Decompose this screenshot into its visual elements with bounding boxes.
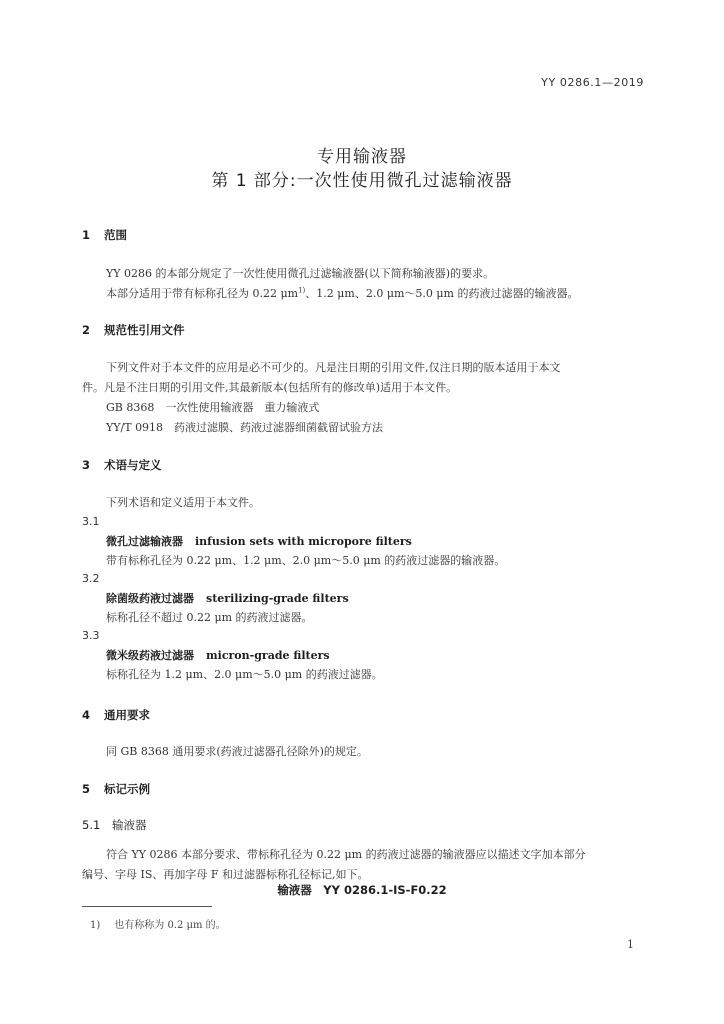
term-en: infusion sets with micropore filters: [195, 535, 412, 548]
subsection-number: 5.1: [82, 818, 101, 832]
marking-example: 输液器 YY 0286.1-IS-F0.22: [277, 883, 447, 897]
paragraph: [106, 285, 578, 301]
paragraph-line: 符合 YY 0286 本部分要求、带标称孔径为 0.22 μm 的药液过滤器的输液器应以描述文字加本部分: [106, 848, 586, 861]
footnote-text: 也有称称为 0.2 μm 的。: [114, 920, 226, 931]
term-entry: [106, 647, 330, 663]
term-zh: 微孔过滤输液器: [106, 535, 183, 548]
term-entry: [106, 533, 412, 549]
section-4-heading: [82, 707, 150, 723]
section-number: 2: [82, 323, 91, 337]
section-1-heading: [82, 227, 127, 243]
paragraph-line: 编号、字母 IS、再加字母 F 和过滤器标称孔径标记,如下。: [82, 868, 369, 881]
paragraph: 下列术语和定义适用于本文件。: [106, 496, 260, 509]
subsection-5-1-heading: [82, 817, 147, 833]
footnote-mark: 1): [90, 920, 101, 931]
section-title: 术语与定义: [104, 458, 162, 472]
term-number: 3.3: [82, 629, 100, 642]
document-title-line1: 专用输液器: [317, 147, 407, 167]
section-title: 规范性引用文件: [104, 323, 185, 337]
term-en: sterilizing-grade filters: [206, 592, 349, 605]
section-title: 范围: [104, 228, 127, 242]
normative-reference: GB 8368 一次性使用输液器 重力输液式: [106, 401, 320, 414]
section-title: 标记示例: [104, 782, 150, 796]
term-definition: 标称孔径不超过 0.22 μm 的药液过滤器。: [106, 611, 313, 624]
term-definition: 带有标称孔径为 0.22 μm、1.2 μm、2.0 μm～5.0 μm 的药液过滤器的输液器。: [106, 554, 506, 567]
paragraph-line: 件。凡是不注日期的引用文件,其最新版本(包括所有的修改单)适用于本文件。: [82, 381, 458, 394]
term-zh: 微米级药液过滤器: [106, 649, 194, 662]
term-definition: 标称孔径为 1.2 μm、2.0 μm～5.0 μm 的药液过滤器。: [106, 668, 383, 681]
term-entry: [106, 590, 349, 606]
term-zh: 除菌级药液过滤器: [106, 592, 194, 605]
section-number: 4: [82, 708, 91, 722]
paragraph: YY 0286 的本部分规定了一次性使用微孔过滤输液器(以下简称输液器)的要求。: [106, 267, 495, 280]
term-en: micron-grade filters: [206, 649, 330, 662]
section-2-heading: [82, 322, 185, 338]
term-number: 3.1: [82, 515, 100, 528]
normative-reference: YY/T 0918 药液过滤膜、药液过滤器细菌截留试验方法: [106, 421, 384, 434]
section-number: 3: [82, 458, 91, 472]
section-3-heading: [82, 457, 162, 473]
section-number: 1: [82, 228, 91, 242]
text: 本部分适用于带有标称孔径为 0.22 μm: [106, 287, 299, 300]
footnote-ref: 1): [298, 286, 306, 295]
paragraph: 同 GB 8368 通用要求(药液过滤器孔径除外)的规定。: [106, 745, 368, 758]
footnote: [90, 916, 226, 931]
paragraph-line: 下列文件对于本文件的应用是必不可少的。凡是注日期的引用文件,仅注日期的版本适用于本文: [106, 361, 561, 374]
section-title: 通用要求: [104, 708, 150, 722]
section-number: 5: [82, 782, 91, 796]
text: 、1.2 μm、2.0 μm～5.0 μm 的药液过滤器的输液器。: [305, 287, 579, 300]
section-5-heading: [82, 781, 150, 797]
term-number: 3.2: [82, 572, 100, 585]
document-title-line2: 第 1 部分:一次性使用微孔过滤输液器: [211, 171, 513, 191]
page-number: 1: [627, 938, 634, 951]
footnote-divider: [82, 906, 212, 907]
subsection-title: 输液器: [112, 818, 147, 832]
standard-number: YY 0286.1—2019: [541, 76, 644, 89]
